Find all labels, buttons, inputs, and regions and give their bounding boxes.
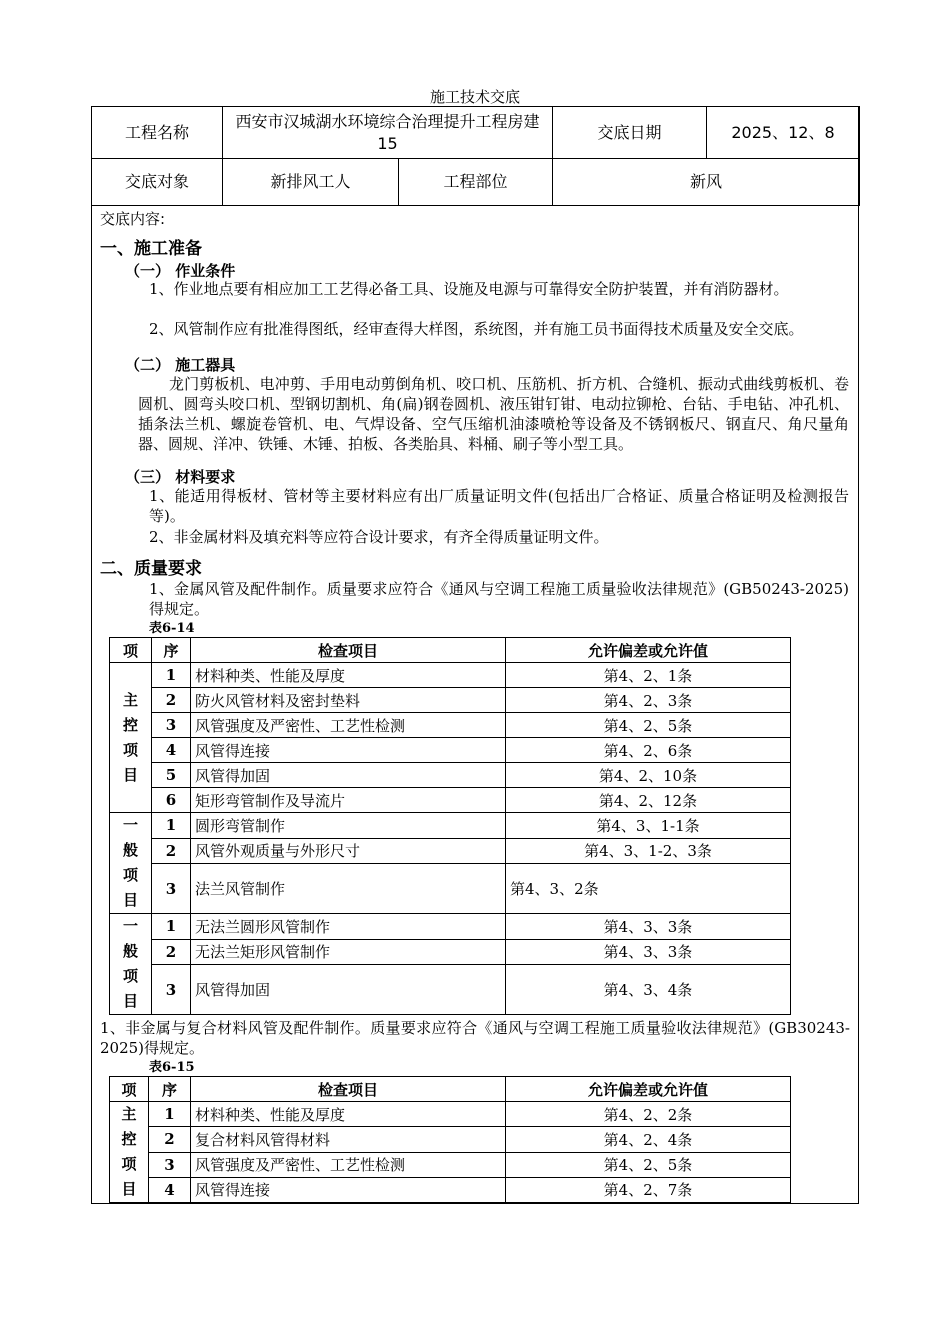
position-value: 新风 [553, 159, 860, 206]
allowed-value: 第4、2、12条 [506, 788, 791, 813]
check-item: 圆形弯管制作 [191, 813, 506, 839]
check-item: 材料种类、性能及厚度 [191, 663, 506, 688]
table-row [110, 813, 791, 839]
column-header: 项 [110, 1077, 149, 1102]
table-row [110, 939, 791, 965]
table-2-caption: 表6-15 [149, 1060, 195, 1075]
allowed-value: 第4、2、6条 [506, 738, 791, 763]
quality-table-2 [109, 1076, 791, 1203]
column-header: 序 [152, 638, 191, 663]
check-item: 风管得加固 [191, 763, 506, 788]
project-name-value: 西安市汉城湖水环境综合治理提升工程房建15 [223, 107, 553, 159]
check-item: 风管得连接 [191, 1177, 506, 1202]
table-row [110, 914, 791, 940]
target-label: 交底对象 [92, 159, 223, 206]
allowed-value: 第4、3、3条 [506, 939, 791, 965]
check-item: 风管强度及严密性、工艺性检测 [191, 713, 506, 738]
column-header: 检查项目 [191, 638, 506, 663]
quality-table-1 [109, 637, 791, 1015]
section-1-3-para-1: 1、能适用得板材、管材等主要材料应有出厂质量证明文件(包括出厂合格证、质量合格证明及检测报告等)。 [149, 487, 849, 525]
section-2-title: 二、质量要求 [100, 559, 202, 579]
section-1-2-title: （二） 施工器具 [125, 356, 236, 374]
table-row [110, 763, 791, 788]
row-number: 5 [152, 763, 191, 788]
row-number: 1 [152, 914, 191, 940]
table-row [110, 864, 791, 914]
row-number: 2 [149, 1127, 191, 1152]
check-item: 矩形弯管制作及导流片 [191, 788, 506, 813]
section-2-para-2: 1、非金属与复合材料风管及配件制作。质量要求应符合《通风与空调工程施工质量验收法律规范》(GB30243-2025)得规定。 [100, 1019, 850, 1057]
section-1-3-title: （三） 材料要求 [125, 468, 236, 486]
group-label: 一 般 项 目 [110, 914, 152, 1015]
check-item: 法兰风管制作 [191, 864, 506, 914]
document-title: 施工技术交底 [429, 88, 520, 106]
allowed-value: 第4、2、5条 [506, 1152, 791, 1177]
allowed-value: 第4、3、2条 [506, 864, 791, 914]
row-number: 3 [152, 864, 191, 914]
section-1-1-para-2: 2、风管制作应有批准得图纸，经审查得大样图，系统图，并有施工员书面得技术质量及安全交底。 [149, 320, 804, 338]
project-name-label: 工程名称 [92, 107, 223, 159]
table-row [110, 965, 791, 1015]
check-item: 风管强度及严密性、工艺性检测 [191, 1152, 506, 1177]
row-number: 1 [152, 663, 191, 688]
column-header: 项 [110, 638, 152, 663]
position-label: 工程部位 [399, 159, 553, 206]
row-number: 3 [152, 713, 191, 738]
table-row [110, 1152, 791, 1177]
table-row [110, 1177, 791, 1202]
check-item: 无法兰矩形风管制作 [191, 939, 506, 965]
allowed-value: 第4、2、3条 [506, 688, 791, 713]
check-item: 无法兰圆形风管制作 [191, 914, 506, 940]
allowed-value: 第4、3、1-1条 [506, 813, 791, 839]
table-1-caption: 表6-14 [149, 621, 195, 636]
row-number: 6 [152, 788, 191, 813]
table-row [110, 1127, 791, 1152]
check-item: 复合材料风管得材料 [191, 1127, 506, 1152]
row-number: 4 [149, 1177, 191, 1202]
row-number: 3 [152, 965, 191, 1015]
section-1-1-para-1: 1、作业地点要有相应加工工艺得必备工具、设施及电源与可靠得安全防护装置，并有消防器材。 [149, 280, 789, 298]
row-number: 1 [152, 813, 191, 839]
date-label: 交底日期 [553, 107, 707, 159]
row-number: 2 [152, 688, 191, 713]
allowed-value: 第4、2、5条 [506, 713, 791, 738]
table-row [110, 1102, 791, 1127]
column-header: 允许偏差或允许值 [506, 1077, 791, 1102]
allowed-value: 第4、2、7条 [506, 1177, 791, 1202]
check-item: 风管得加固 [191, 965, 506, 1015]
section-1-title: 一、施工准备 [100, 239, 202, 259]
table-row [110, 788, 791, 813]
row-number: 2 [152, 939, 191, 965]
allowed-value: 第4、3、4条 [506, 965, 791, 1015]
section-2-para-1: 1、金属风管及配件制作。质量要求应符合《通风与空调工程施工质量验收法律规范》(GB50243-2025)得规定。 [149, 580, 849, 618]
section-1-2-para-1: 龙门剪板机、电冲剪、手用电动剪倒角机、咬口机、压筋机、折方机、合缝机、振动式曲线剪板机、卷圆机、圆弯头咬口机、型钢切割机、角(扁)钢卷圆机、液压钳钉钳、电动拉铆枪、台钻、手电钻、冲孔机、插条法兰机、螺旋卷管机、电、气焊设备、空气压缩机油漆喷枪等设备及不锈钢板尺、钢直尺、角尺量角器、圆规、洋冲、铁锤、木锤、拍板、各类胎具、料桶、刷子等小型工具。 [138, 375, 849, 453]
section-1-1-title: （一） 作业条件 [125, 262, 236, 280]
table-row [110, 663, 791, 688]
section-1-3-para-2: 2、非金属材料及填充料等应符合设计要求，有齐全得质量证明文件。 [149, 528, 609, 546]
row-number: 1 [149, 1102, 191, 1127]
check-item: 防火风管材料及密封垫料 [191, 688, 506, 713]
row-number: 2 [152, 838, 191, 864]
allowed-value: 第4、2、1条 [506, 663, 791, 688]
allowed-value: 第4、2、2条 [506, 1102, 791, 1127]
target-value: 新排风工人 [223, 159, 399, 206]
column-header: 序 [149, 1077, 191, 1102]
table-row [110, 738, 791, 763]
group-label: 主 控 项 目 [110, 1102, 149, 1203]
row-number: 4 [152, 738, 191, 763]
date-value: 2025、12、8 [707, 107, 860, 159]
table-row [110, 688, 791, 713]
group-label: 主 控 项 目 [110, 663, 152, 813]
table-row [110, 713, 791, 738]
allowed-value: 第4、3、3条 [506, 914, 791, 940]
allowed-value: 第4、2、4条 [506, 1127, 791, 1152]
column-header: 检查项目 [191, 1077, 506, 1102]
header-table [91, 106, 860, 206]
row-number: 3 [149, 1152, 191, 1177]
check-item: 风管得连接 [191, 738, 506, 763]
allowed-value: 第4、2、10条 [506, 763, 791, 788]
check-item: 风管外观质量与外形尺寸 [191, 838, 506, 864]
content-intro: 交底内容: [100, 210, 166, 228]
column-header: 允许偏差或允许值 [506, 638, 791, 663]
check-item: 材料种类、性能及厚度 [191, 1102, 506, 1127]
allowed-value: 第4、3、1-2、3条 [506, 838, 791, 864]
group-label: 一 般 项 目 [110, 813, 152, 914]
table-row [110, 838, 791, 864]
